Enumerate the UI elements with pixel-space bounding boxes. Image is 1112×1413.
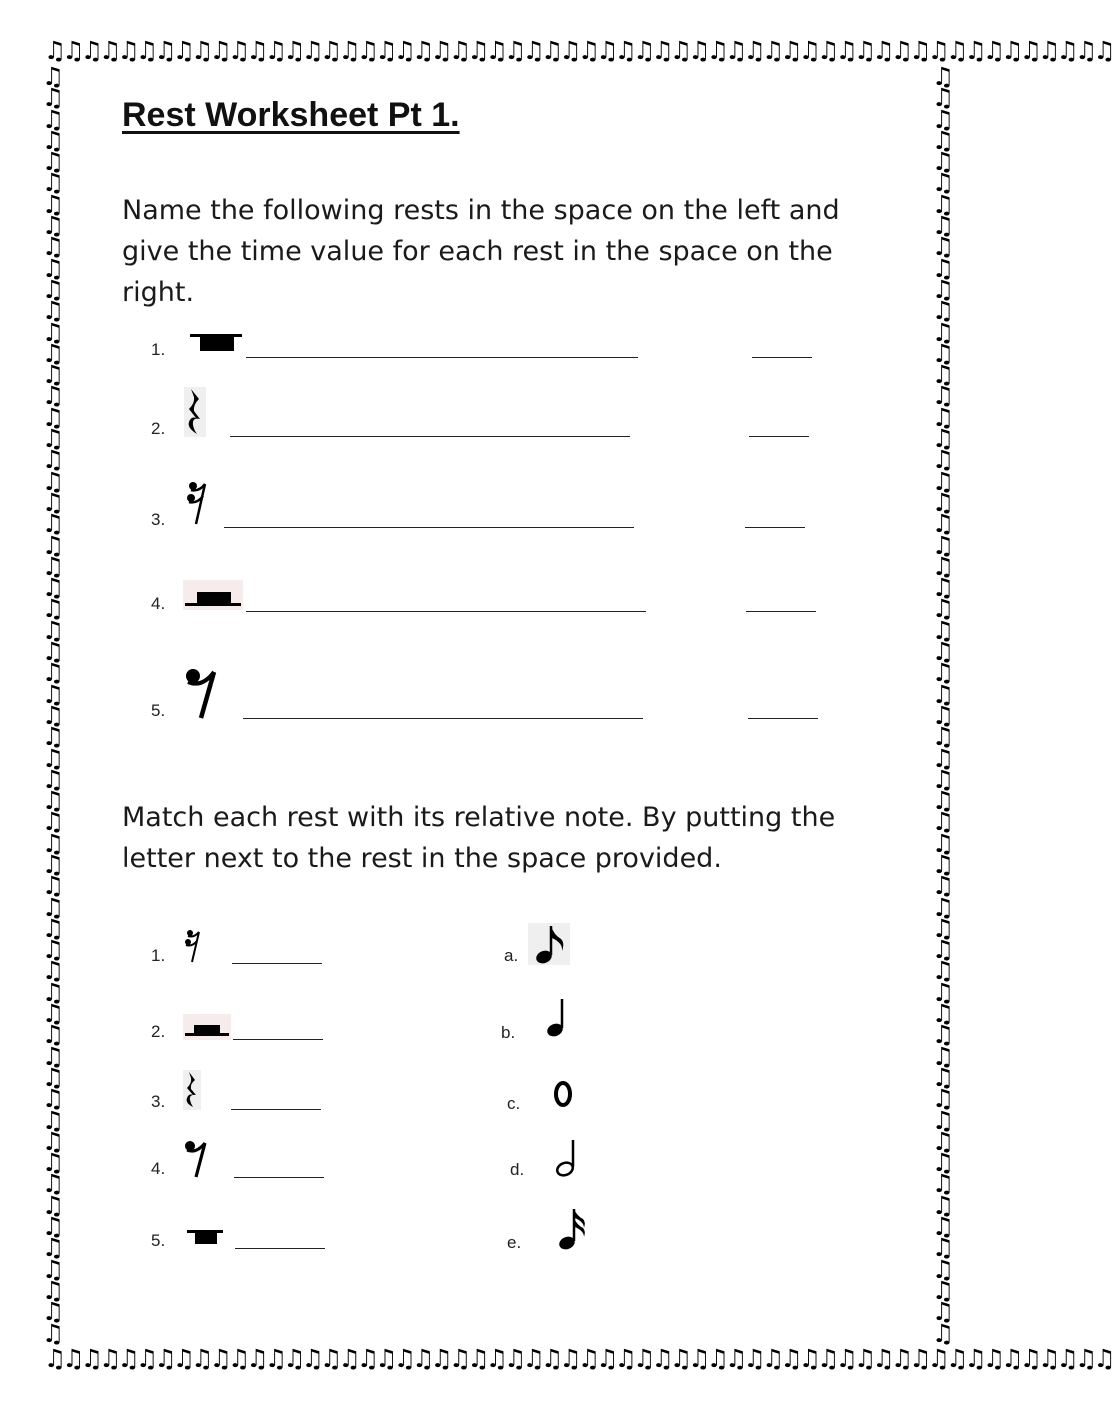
match-answer-line[interactable] bbox=[232, 963, 322, 964]
match-answer-line[interactable] bbox=[235, 1248, 325, 1249]
half-rest-icon bbox=[183, 580, 243, 610]
match-note-letter: e. bbox=[507, 1233, 522, 1252]
match-answer-line[interactable] bbox=[231, 1109, 321, 1110]
match-answer-line[interactable] bbox=[234, 1177, 324, 1178]
border-right-notes: ♫ ♫ ♫ ♫ ♫ ♫ ♫ ♫ ♫ ♫ ♫ ♫ ♫ ♫ ♫ ♫ ♫ ♫ ♫ ♫ ♫ ♫ ♫ ♫ ♫ ♫ ♫ ♫ ♫ ♫ ♫ ♫ ♫ ♫ ♫ ♫ ♫ ♫ ♫ ♫ ♫ ♫ ♫ ♫ ♫ ♫ ♫ ♫ ♫ ♫ ♫ ♫ ♫ ♫ ♫ ♫ ♫ ♫ ♫ ♫ bbox=[932, 62, 955, 1348]
time-value-answer-line[interactable] bbox=[746, 611, 816, 612]
item-number: 2. bbox=[151, 419, 166, 438]
match-rest-number: 1. bbox=[151, 946, 166, 965]
eighth-note-icon bbox=[528, 923, 570, 965]
whole-note-icon bbox=[552, 1080, 576, 1108]
border-bottom-notes: ♫♫♫♫♫♫♫♫♫♫♫♫♫♫♫♫♫♫♫♫♫♫♫♫♫♫♫♫♫♫♫♫♫♫♫♫♫♫♫♫♫♫♫♫♫♫♫♫♫♫♫♫♫♫♫♫♫♫ bbox=[44, 1344, 1112, 1373]
half-note-icon bbox=[553, 1138, 583, 1178]
quarter-rest-icon bbox=[184, 387, 206, 437]
whole-rest-icon bbox=[190, 332, 244, 354]
sixteenth-rest-icon bbox=[185, 480, 209, 526]
quarter-note-icon bbox=[543, 997, 573, 1039]
item-number: 3. bbox=[151, 510, 166, 529]
time-value-answer-line[interactable] bbox=[752, 357, 812, 358]
rest-name-answer-line[interactable] bbox=[243, 718, 643, 719]
rest-name-answer-line[interactable] bbox=[230, 436, 630, 437]
item-number: 1. bbox=[151, 340, 166, 359]
sixteenth-note-icon bbox=[556, 1206, 590, 1252]
eighth-rest-icon bbox=[184, 666, 218, 720]
half-rest-icon bbox=[183, 1014, 231, 1040]
match-note-letter: a. bbox=[504, 946, 519, 965]
rest-name-answer-line[interactable] bbox=[224, 527, 634, 528]
match-note-letter: b. bbox=[501, 1023, 516, 1042]
sixteenth-rest-icon bbox=[183, 928, 203, 964]
time-value-answer-line[interactable] bbox=[745, 527, 805, 528]
time-value-answer-line[interactable] bbox=[749, 436, 809, 437]
match-answer-line[interactable] bbox=[233, 1039, 323, 1040]
border-top-notes: ♫♫♫♫♫♫♫♫♫♫♫♫♫♫♫♫♫♫♫♫♫♫♫♫♫♫♫♫♫♫♫♫♫♫♫♫♫♫♫♫♫♫♫♫♫♫♫♫♫♫♫♫♫♫♫♫♫♫ bbox=[44, 36, 1112, 65]
match-rest-number: 3. bbox=[151, 1092, 166, 1111]
instructions-part-2: Match each rest with its relative note. By putting the letter next to the rest in the space provided. bbox=[122, 802, 836, 874]
match-note-letter: c. bbox=[507, 1094, 521, 1113]
whole-rest-icon bbox=[187, 1228, 225, 1248]
instructions-part-1: Name the following rests in the space on the left and give the time value for each rest in the space on the right. bbox=[122, 195, 840, 308]
eighth-rest-icon bbox=[184, 1139, 208, 1179]
page-title: Rest Worksheet Pt 1. bbox=[122, 96, 460, 134]
border-left-notes: ♫ ♫ ♫ ♫ ♫ ♫ ♫ ♫ ♫ ♫ ♫ ♫ ♫ ♫ ♫ ♫ ♫ ♫ ♫ ♫ ♫ ♫ ♫ ♫ ♫ ♫ ♫ ♫ ♫ ♫ ♫ ♫ ♫ ♫ ♫ ♫ ♫ ♫ ♫ ♫ ♫ ♫ ♫ ♫ ♫ ♫ ♫ ♫ ♫ ♫ ♫ ♫ ♫ ♫ ♫ ♫ ♫ ♫ ♫ ♫ bbox=[42, 62, 65, 1348]
rest-name-answer-line[interactable] bbox=[246, 357, 638, 358]
item-number: 4. bbox=[151, 594, 166, 613]
match-rest-number: 2. bbox=[151, 1022, 166, 1041]
item-number: 5. bbox=[151, 701, 166, 720]
time-value-answer-line[interactable] bbox=[748, 718, 818, 719]
match-rest-number: 4. bbox=[151, 1159, 166, 1178]
match-rest-number: 5. bbox=[151, 1231, 166, 1250]
rest-name-answer-line[interactable] bbox=[246, 611, 646, 612]
quarter-rest-icon bbox=[183, 1070, 201, 1110]
match-note-letter: d. bbox=[510, 1160, 525, 1179]
